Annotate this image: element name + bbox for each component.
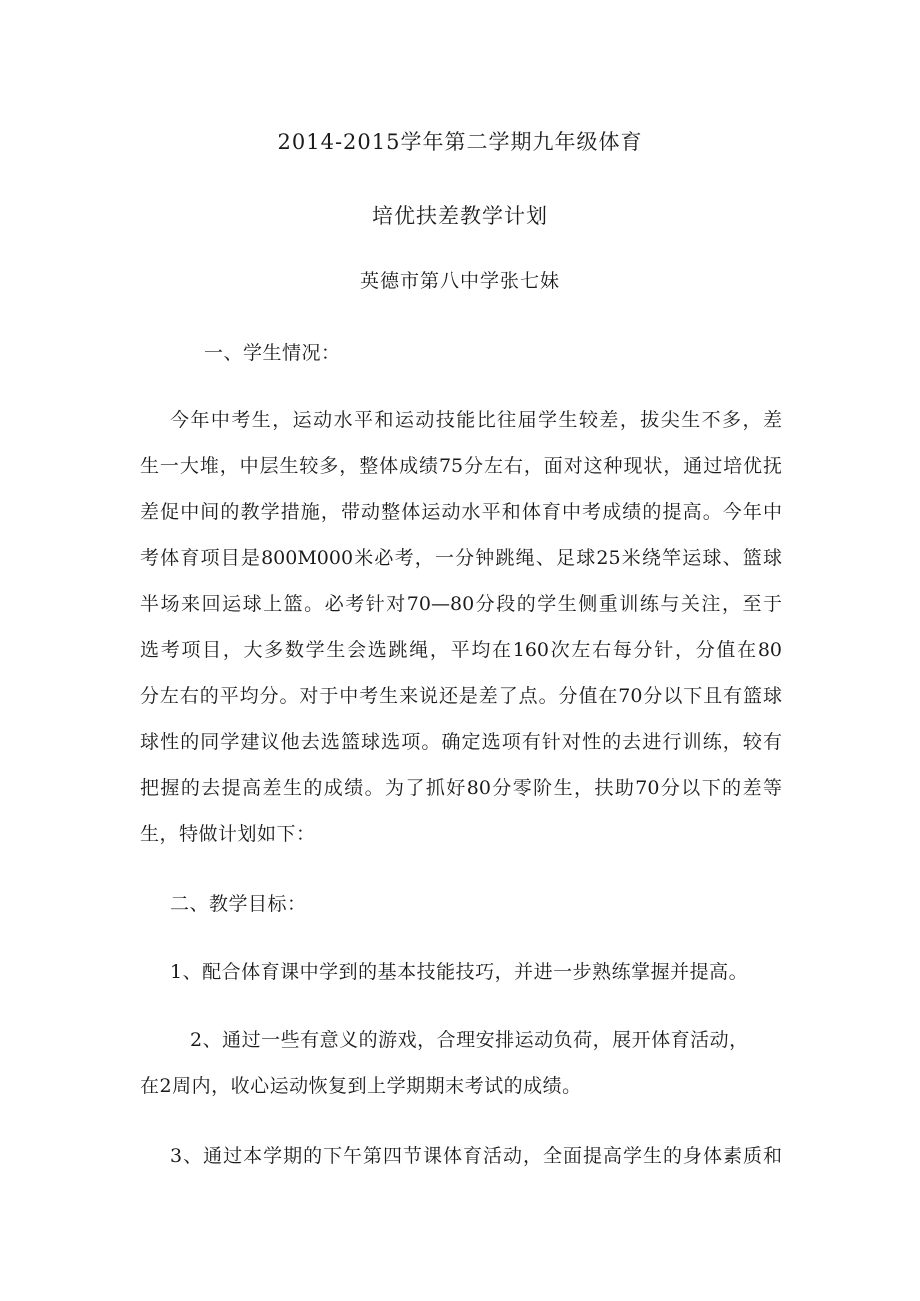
section1-heading: 一、学生情况： xyxy=(204,342,341,364)
paragraph-line: 今年中考生，运动水平和运动技能比往届学生较差，拔尖生不多，差 xyxy=(170,409,782,431)
paragraph-line: 半场来回运球上篮。必考针对70—80分段的学生侧重训练与关注，至于 xyxy=(140,593,782,615)
goal-item-2-line2: 在2周内，收心运动恢复到上学期期末考试的成绩。 xyxy=(140,1075,582,1097)
goal-item-3: 3、通过本学期的下午第四节课体育活动，全面提高学生的身体素质和 xyxy=(170,1145,782,1167)
paragraph-line: 分左右的平均分。对于中考生来说还是差了点。分值在70分以下且有篮球 xyxy=(140,685,782,707)
section2-heading: 二、教学目标： xyxy=(170,893,307,915)
paragraph-line: 考体育项目是800M000米必考，一分钟跳绳、足球25米绕竿运球、篮球 xyxy=(140,547,782,569)
goal-item-2-line1: 2、通过一些有意义的游戏，合理安排运动负荷，展开体育活动， xyxy=(190,1029,749,1051)
paragraph-line: 把握的去提高差生的成绩。为了抓好80分零阶生，扶助70分以下的差等 xyxy=(140,777,782,799)
paragraph-line: 选考项目，大多数学生会选跳绳，平均在160次左右每分针，分值在80 xyxy=(140,639,782,661)
paragraph-line: 球性的同学建议他去选篮球选项。确定选项有针对性的去进行训练，较有 xyxy=(140,731,782,753)
document-author: 英德市第八中学张七妹 xyxy=(359,270,560,292)
paragraph-line: 生一大堆，中层生较多，整体成绩75分左右，面对这种现状，通过培优抚 xyxy=(140,455,782,477)
paragraph-line: 生，特做计划如下： xyxy=(140,823,316,845)
document-title-line1: 2014-2015学年第二学期九年级体育 xyxy=(277,130,643,154)
document-title-line2: 培优扶差教学计划 xyxy=(372,204,548,228)
goal-item-1: 1、配合体育课中学到的基本技能技巧，并进一步熟练掌握并提高。 xyxy=(170,961,749,983)
paragraph-line: 差促中间的教学措施，带动整体运动水平和体育中考成绩的提高。今年中 xyxy=(140,501,782,523)
